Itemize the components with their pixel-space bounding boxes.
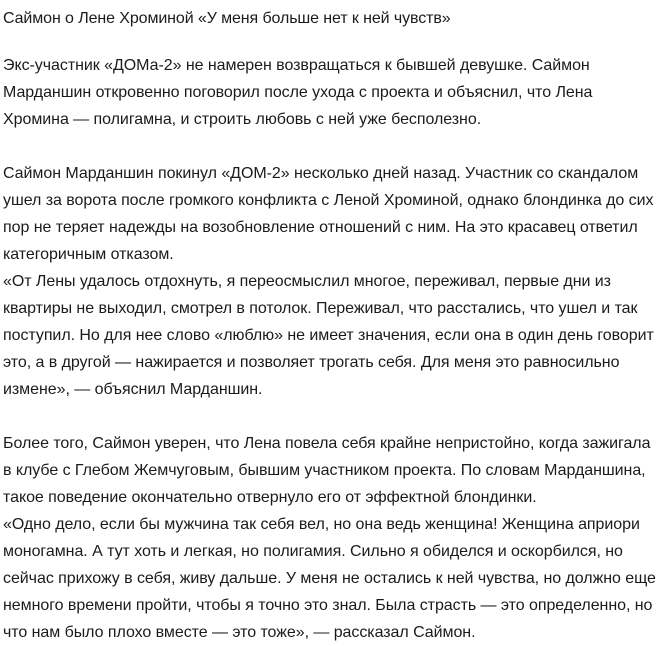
body-block-two (3, 430, 660, 646)
page-title: Саймон о Лене Хроминой «У меня больше нет к ней чувств» (3, 10, 451, 27)
paragraph: Саймон Марданшин покинул «ДОМ-2» несколько дней назад. Участник со скандалом ушел за ворота после громкого конфликта с Леной Хроминой, однако блондинка до сих пор не теряет надежды на возобновление отношений с ним. На это красавец ответил категоричным отказом. (3, 165, 654, 263)
body-block-one (3, 160, 660, 403)
paragraph-quote: «От Лены удалось отдохнуть, я переосмыслил многое, переживал, первые дни из квартиры не выходил, смотрел в потолок. Переживал, что расстались, что ушел и так поступил. Но для нее слово «люблю» не имеет значения, если она в один день говорит это, а в другой — нажирается и позволяет трогать себя. Для меня это равносильно измене», — объяснил Марданшин. (3, 273, 654, 398)
lead-paragraph-block (3, 52, 660, 133)
paragraph: Более того, Саймон уверен, что Лена повела себя крайне непристойно, когда зажигала в клубе с Глебом Жемчуговым, бывшим участником проекта. По словам Марданшина, такое поведение окончательно отвернуло его от эффектной блондинки. (3, 435, 651, 506)
headline-spacer (3, 32, 660, 52)
paragraph-quote: «Одно дело, если бы мужчина так себя вел, но она ведь женщина! Женщина априори моногамна. А тут хоть и легкая, но полигамия. Сильно я обиделся и оскорбился, но сейчас прихожу в себя, живу дальше. У меня не остались к ней чувства, но должно еще немного времени пройти, чтобы я точно это знал. Была страсть — это определенно, но что нам было плохо вместе — это тоже», — рассказал Саймон. (3, 516, 656, 641)
paragraph: Экс-участник «ДОМа-2» не намерен возвращаться к бывшей девушке. Саймон Марданшин откровенно поговорил после ухода с проекта и объяснил, что Лена Хромина — полигамна, и строить любовь с ней уже бесполезно. (3, 57, 593, 128)
